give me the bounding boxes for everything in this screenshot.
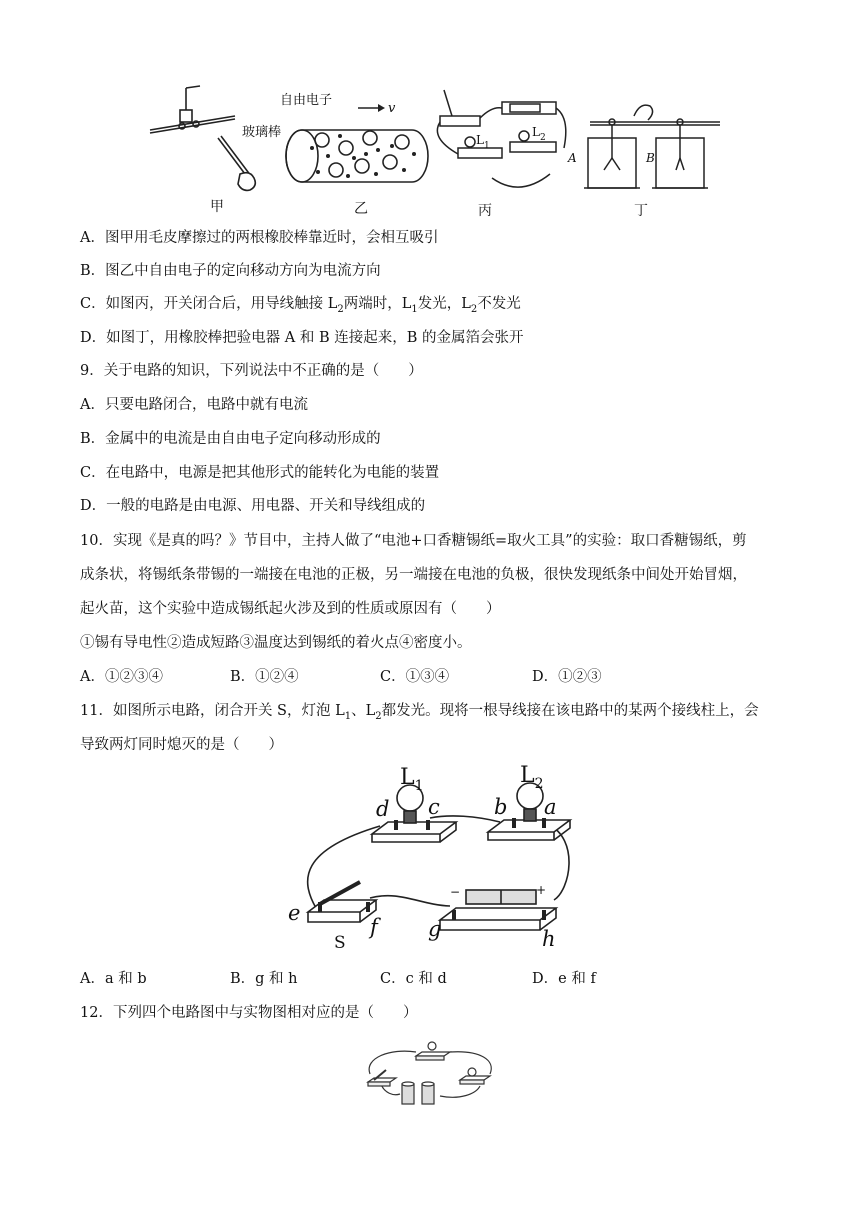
figure-jia <box>150 86 255 190</box>
q10-option-d[interactable]: D．①②③ <box>532 669 602 685</box>
q11-stem-line2: 导致两灯同时熄灭的是（ ） <box>80 737 283 753</box>
label-L1: $L_1$ <box>400 765 424 794</box>
label-b: b <box>494 795 508 819</box>
fig-label-jia: 甲 <box>210 199 224 215</box>
q11-option-a[interactable]: A．a 和 b <box>80 971 147 987</box>
q10-option-c[interactable]: C．①③④ <box>380 669 450 685</box>
q9-stem: 9．关于电路的知识，下列说法中不正确的是（ ） <box>80 363 423 379</box>
q10-stem-line1: 10．实现《是真的吗？》节目中，主持人做了“电池+口香糖锡纸=取火工具”的实验：取口香糖锡纸，剪 <box>80 533 747 549</box>
q11-circuit-figure <box>280 760 580 956</box>
bing-L1: $L_1$ <box>476 133 490 151</box>
wire-l2-to-h <box>548 824 569 900</box>
q10-option-b[interactable]: B．①②④ <box>230 669 299 685</box>
q9-option-d[interactable]: D．一般的电路是由电源、用电器、开关和导线组成的 <box>80 498 426 514</box>
label-c: c <box>428 795 440 819</box>
fig-label-ding: 丁 <box>634 203 648 218</box>
wire-e-to-l1 <box>308 826 380 908</box>
label-a: a <box>544 795 557 819</box>
battery-holder <box>440 908 556 920</box>
label-L2: $L_2$ <box>520 763 544 792</box>
fig-label-bing: 丙 <box>478 203 492 218</box>
q8-option-a[interactable]: A．图甲用毛皮摩擦过的两根橡胶棒靠近时，会相互吸引 <box>80 230 439 246</box>
q11-option-c[interactable]: C．c 和 d <box>380 971 447 987</box>
q9-option-a[interactable]: A．只要电路闭合，电路中就有电流 <box>80 397 308 413</box>
q8-option-d[interactable]: D．如图丁，用橡胶棒把验电器 A 和 B 连接起来，B 的金属箔会张开 <box>80 330 524 346</box>
ding-B: B <box>646 151 655 165</box>
q10-stem-line2: 成条状，将锡纸条带锡的一端接在电池的正极，另一端接在电池的负极，很快发现纸条中间处开始冒烟， <box>80 567 747 583</box>
q11-stem-line1: 11．如图所示电路，闭合开关 S，灯泡 $L_1$、$L_2$都发光。现将一根导线接在该电路中的某两个接线柱上，会 <box>80 703 759 722</box>
figure-bing <box>437 90 565 187</box>
fig-label-yi: 乙 <box>354 201 368 217</box>
label-d: d <box>376 797 390 821</box>
ding-A: A <box>568 151 577 165</box>
label-h: h <box>542 927 556 951</box>
q11-option-b[interactable]: B．g 和 h <box>230 971 298 987</box>
q9-option-c[interactable]: C．在电路中，电源是把其他形式的能转化为电能的装置 <box>80 465 440 481</box>
q8-option-b[interactable]: B．图乙中自由电子的定向移动方向为电流方向 <box>80 263 381 279</box>
q12-physical-figure <box>360 1034 500 1114</box>
wire-l1-to-l2 <box>430 816 500 822</box>
q8-option-c[interactable]: C．如图丙，开关闭合后，用导线触接 $L_2$两端时，$L_1$发光，$L_2$不发光 <box>80 296 521 315</box>
label-g: g <box>428 917 442 941</box>
q9-option-b[interactable]: B．金属中的电流是由自由电子定向移动形成的 <box>80 431 381 447</box>
label-f: f <box>370 915 378 939</box>
q10-option-a[interactable]: A．①②③④ <box>80 669 163 685</box>
free-electron-label: 自由电子 <box>280 93 333 108</box>
glass-rod-label: 玻璃棒 <box>242 125 282 140</box>
q11-option-d[interactable]: D．e 和 f <box>532 971 596 987</box>
velocity-label: v <box>388 101 396 116</box>
label-plus: + <box>536 883 547 897</box>
label-e: e <box>288 901 301 925</box>
figure-ding <box>584 105 720 188</box>
figure-top <box>140 78 740 218</box>
figure-yi <box>286 130 428 182</box>
wire-f-to-g <box>370 896 450 906</box>
q12-stem: 12．下列四个电路图中与实物图相对应的是（ ） <box>80 1005 418 1021</box>
bing-L2: $L_2$ <box>532 125 546 143</box>
label-minus: − <box>450 885 461 899</box>
q10-stem-line3: 起火苗，这个实验中造成锡纸起火涉及到的性质或原因有（ ） <box>80 601 501 617</box>
label-S: S <box>334 933 346 953</box>
q10-stem-line4: ①锡有导电性②造成短路③温度达到锡纸的着火点④密度小。 <box>80 635 472 651</box>
